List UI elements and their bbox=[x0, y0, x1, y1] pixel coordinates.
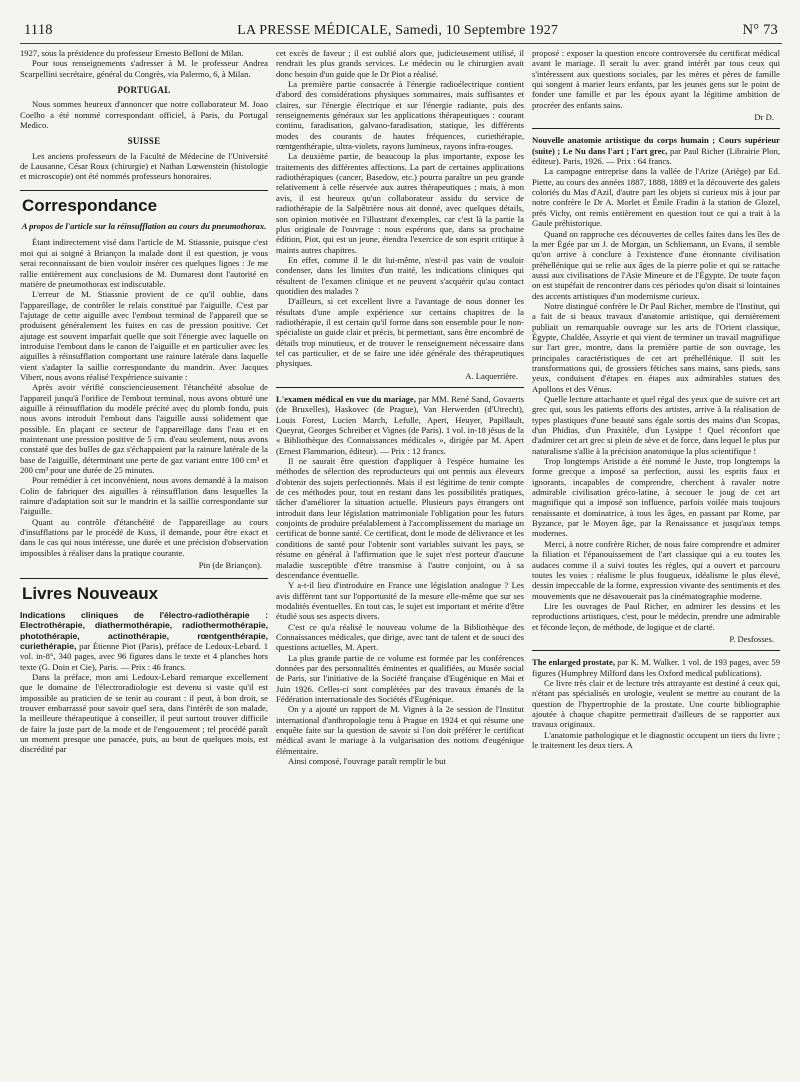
book-title: L'examen médical en vue du mariage, bbox=[276, 394, 416, 404]
paragraph: Lire les ouvrages de Paul Richer, en admirer les dessins et les reproductions artistiques, c'est, pour le médecin, prendre une admirable et féconde leçon, de méthode, de logique et de clarté. bbox=[532, 600, 780, 632]
journal-title: LA PRESSE MÉDICALE, Samedi, 10 Septembre 1927 bbox=[237, 23, 559, 38]
paragraph: cet excès de faveur ; il est oublié alors que, judicieusement utilisé, il rendrait les plus grands services. Le médecin ou le chirurgien avait donc besoin d'un guide que le Dr Piot a réalisé. bbox=[276, 48, 524, 79]
column-1 bbox=[20, 48, 268, 766]
paragraph: Quand on rapproche ces découvertes de celles faites dans les îles de la mer Égée par un J. de Morgan, un Schliemann, un Evans, il semble qu'on arrive à conclure à l'existence d'une étonnante civilisation préhellénique qui se relie aux âges de la pierre polie et qui se rattache aussi aux civilisations de l'Asie Mineure et de l'Égypte. De toute façon on est stupéfait de rencontrer dans ces périodes qu'on disait si lointaines des accents artistiques d'un modernisme curieux. bbox=[532, 228, 780, 301]
divider bbox=[532, 650, 780, 651]
issue-number: N° 73 bbox=[742, 22, 778, 38]
paragraph: Pour remédier à cet inconvénient, nous avons demandé à la maison Colin de fabriquer des aiguilles à réinsufflation dans lesquelles la rainure d'adaptation soit sur le mandrin et la saillie correspondante sur l'aiguille. bbox=[20, 475, 268, 517]
paragraph: Trop longtemps Aristide a été nommé le Juste, trop longtemps la forme grecque a imposé sa perfection, aussi les esprits faux et ignorants, incapables de comprendre, cherchent à ravaler notre admirable civilisation gréco-latine, à secouer le joug de cet art magnifique qui a imposé son influence, parfois voilée mais toujours renaissante et dominatrice, à tous les âges, en passant par Rome, par Byzance, par le Moyen âge, par la Renaissance et jusqu'aux temps modernes. bbox=[532, 456, 780, 539]
columns bbox=[20, 48, 782, 766]
paragraph: La campagne entreprise dans la vallée de l'Arize (Ariège) par Ed. Piette, au cours des années 1887, 1888, 1889 et la découverte des galets coloriés du Mas d'Azil, d'autre part les objets si curieux mis à jour par notre confrère le Dr A. Morlet et Émile Fradin à la station de Glozel, près Vichy, ont remis entièrement en question tout ce qui a trait à la Gaule préhistorique. bbox=[532, 166, 780, 229]
section-divider bbox=[20, 578, 268, 579]
paragraph: L'erreur de M. Stiassnie provient de ce qu'il oublie, dans l'appareillage, de contrôler le relais constitué par l'aiguille. C'est par l'ajutage de cette aiguille avec l'embout terminal de l'appareil que se produisent généralement les fuites en cas de pression positive. Cet ajutage est souvent imparfait quelle que soit l'énergie avec laquelle on introduise l'embout dans le canon de l'aiguille et en particulier avec les aiguilles à réinsufflation comportant une rainure latérale dans laquelle vient s'adapter la saillie correspondante du mandrin. Avec Jacques Vibert, nous avons réalisé l'expérience suivante : bbox=[20, 289, 268, 382]
paragraph: Notre distingué confrère le Dr Paul Richer, membre de l'Institut, qui a fait de si beaux travaux d'anatomie artistique, qui dernièrement publiait un remarquable ouvrage sur les arts de l'Orient classique, Égypte, Chaldée, Assyrie et qui vient de terminer un travail magnifique sur l'art grec, montre, dans la première partie de son ouvrage, les principales caractéristiques de cet art préhellénique. Il suit les transformations qui, de grossiers fétiches sans mains, sans pieds, sans yeux, conduisent d'étapes en étapes aux admirables statues des Apollons et des Vénus. bbox=[532, 300, 780, 394]
paragraph: D'ailleurs, si cet excellent livre a l'avantage de nous donner les résultats d'une ample expérience sur certains chapitres de la radiothérapie, il est certain qu'il forme dans son ensemble pour le non-spécialiste un guide clair et précis, bi permettant, sans être encombré de détails trop minutieux, et de trouver le renseignement nécessaire dans tel cas particulier, et de se faire une idée générale des thérapeutiques physiques. bbox=[276, 296, 524, 369]
paragraph: Y a-t-il lieu d'introduire en France une législation analogue ? Les avis diffèrent tant sur l'opportunité de la mesure elle-même que sur ses modalités éventuelles. En tout cas, le sujet est important et mérite d'être étudié sous ses aspects divers. bbox=[276, 580, 524, 622]
paragraph: Merci, à notre confrère Richer, de nous faire comprendre et admirer la filiation et l'épanouissement de l'art classique qui a eu toutes les audaces comme il a suivi toutes les règles, qui a ouvert et parcouru toutes les voies : réalisme le plus fougueux, idéalisme le plus élevé, dessin impeccable de la forme, expression vivante des sentiments et des mouvements que ne désavouerait pas la cinématographie moderne. bbox=[532, 538, 780, 601]
paragraph: Étant indirectement visé dans l'article de M. Stiassnie, puisque c'est moi qui ai soigné à Briançon la malade dont il est question, je vous serai reconnaissant de bien vouloir insérer ces quelques lignes : Je me rallie entièrement aux conclusions de M. Dumarest dont l'autorité en matière de pneumothorax est indiscutable. bbox=[20, 237, 268, 289]
paragraph: C'est ce qu'a réalisé le nouveau volume de la Bibliothèque des Connaissances médicales, que dirige, avec tant de talent et de souci des questions actuelles, M. Apert. bbox=[276, 621, 524, 653]
paragraph: On y a ajouté un rapport de M. Vignes à la 2e session de l'Institut international d'anthropologie tenu à Prague en 1924 et qui résume une enquête faite sur la question de savoir si l'on doit préférer le certificat médical avant le mariage à la vulgarisation des notions d'eugénique élémentaire. bbox=[276, 704, 524, 756]
paragraph: Quant au contrôle d'étanchéité de l'appareillage au cours d'insufflations par le procédé de Kuss, il demande, pour être exact et dans le cas qui nous intéresse, une durée et une précision d'observation impossibles à réaliser dans la pratique courante. bbox=[20, 516, 268, 558]
subheading-suisse: SUISSE bbox=[127, 136, 161, 147]
paragraph: La deuxième partie, de beaucoup la plus importante, expose les traitements des différentes affections. La part de certaines applications radiothérapiques (cancer, Basedow, etc.) pourra paraître un peu grande relativement à celle réservée aux autres thérapeutiques ; mais, à mon avis, il est heureux qu'un collaborateur assidu du service de radiothérapie de la Salpêtrière nous ait donné, avec quelques détails, son opinion motivée en l'illustrant d'exemples, car c'est là la partie la plus originale de l'ouvrage : nous espérons que, dans sa prochaine édition, Piot, qui est un jeune, étendra l'exercice de son esprit critique à maints autres chapitres. bbox=[276, 151, 524, 255]
paragraph: proposé : exposer la question encore controversée du certificat médical avant le mariage. Il serait lu avec grand intérêt par tous ceux qui s'intéressent aux questions sociales, par les mères et pères de famille qui songent à marier leurs enfants, par les jeunes gens sur le point de fonder une famille et par les époux ayant la légitime ambition de procréer des enfants sains. bbox=[532, 48, 780, 110]
paragraph: 1927, sous la présidence du professeur Ernesto Belloni de Milan. bbox=[20, 48, 244, 58]
page-header bbox=[20, 22, 782, 44]
signature: A. Laquerrière. bbox=[465, 370, 518, 381]
section-title-correspondance: Correspondance bbox=[22, 195, 158, 215]
book-info: par MM. René Sand, Govaerts (de Bruxelles), Haskovec (de Prague), Van Herwerden (d'Utrecht), Louis Forest, Lucien March, Lefulle, Apert, Heuyer, Papillault, Queyrat, Georges Schreiber et Vignes (de Paris). 1 vol. in-18 jésus de la « Bibliothèque des Connaissances médicales », dirigée par M. Apert (Ernest Flammarion, éditeur). — Prix : 12 francs. bbox=[276, 394, 524, 456]
book-info: par K. M. Walker. 1 vol. de 193 pages, avec 59 figures (Humphrey Milford dans les Oxford medical publications). bbox=[532, 657, 781, 678]
divider bbox=[276, 387, 524, 388]
book-title: Indications cliniques de l'électro-radiothérapie : Electrothérapie, diathermothérapie, radiothermothérapie, photothérapie, actinothérapie, rœntgenthérapie, curiethérapie, bbox=[20, 609, 268, 651]
book-title: The enlarged prostate, bbox=[532, 657, 615, 668]
book-title: Nouvelle anatomie artistique du corps humain ; Cours supérieur (suite) ; Le Nu dans l'art ; l'art grec, bbox=[532, 135, 780, 156]
paragraph: L'anatomie pathologique et le diagnostic occupent un tiers du livre ; le traitement les deux tiers. A bbox=[532, 729, 780, 750]
signature: Pin (de Briançon). bbox=[198, 560, 262, 571]
column-2 bbox=[276, 48, 524, 766]
paragraph: La plus grande partie de ce volume est formée par les conférences données par des personnalités éminentes et qualifiées, au Musée social de Paris, sur l'initiative de la Société française d'Eugénique en Mai et Juin 1926. Celles-ci sont complétées par des travaux émanés de la Fédération internationale des Sociétés d'Eugénique. bbox=[276, 652, 524, 704]
book-info: par Étienne Piot (Paris), préface de Ledoux-Lebard. 1 vol. in-8°, 340 pages, avec 96 figures dans le texte et 4 planches hors texte (G. Doin et Cie), Paris. — Prix : 46 francs. bbox=[20, 640, 268, 672]
signature: P. Desfosses. bbox=[729, 633, 774, 644]
paragraph: En effet, comme il le dit lui-même, n'est-il pas vain de vouloir condenser, dans les limites d'un traité, les indications cliniques qui résultent de l'examen clinique et ne peuvent s'acquérir qu'au contact quotidien des malades ? bbox=[276, 254, 524, 296]
paragraph: Ainsi composé, l'ouvrage paraît remplir le but bbox=[288, 756, 446, 767]
section-divider bbox=[20, 190, 268, 191]
paragraph: Nous sommes heureux d'annoncer que notre collaborateur M. Joao Coelho a été nommé correspondant officiel, à Paris, du Portugal Medico. bbox=[20, 99, 268, 131]
paragraph: Après avoir vérifié consciencieusement l'étanchéité absolue de l'appareil jusqu'à l'orifice de l'embout terminal, nous avons obturé une aiguille à réinsufflation du modèle précité avec du plomb fondu, puis nous avons introduit l'embout dans l'aiguille aussi solidement que possible. En plaçant ce secteur de l'appareillage dans l'eau et en maintenant une pression positive de 5 cm. d'eau seulement, nous avons constaté que des bulles de gaz s'échappaient par la rainure latérale de la base de l'aiguille, déterminant une perte de gaz variant entre 100 cm³ et 200 cm³ pour une durée de 25 minutes. bbox=[20, 382, 268, 476]
paragraph: Dans la préface, mon ami Ledoux-Lebard remarque excellement que le domaine de l'électroradiologie est devenu si vaste qu'il est impossible au praticien de se tenir au courant : il peut, à bon droit, se trouver embarrassé pour savoir quel sera, dans l'intérêt de son malade, la meilleure thérapeutique à conseiller, il peut surtout trouver difficile de faire la juste part de la mode et de l'engouement ; tel procédé paraît un moment presque une panacée, puis, au bout de quelques mois, est discrédité par bbox=[20, 671, 268, 755]
paragraph: La première partie consacrée à l'énergie radioélectrique contient d'abord des considérations physiques sommaires, mais suffisantes et claires, sur l'énergie électrique et sur l'énergie radiante, puis des renseignements généraux sur les applications thérapeutiques : courant continu, faradisation, galvano-faradisation, statique, les différents modes des courants de hautes fréquences, curiethérapie, rœntgenthérapie, ultra-violets, rayons lumineux, rayons infra-rouges. bbox=[276, 79, 524, 152]
section-title-livres-nouveaux: Livres Nouveaux bbox=[22, 584, 159, 604]
paragraph: Les anciens professeurs de la Faculté de Médecine de l'Université de Lausanne, César Roux (chirurgie) et Nathan Lœwenstein (histologie et microscopie) ont été nommés professeurs honoraires. bbox=[20, 150, 268, 182]
page-number: 1118 bbox=[24, 22, 53, 38]
column-3 bbox=[532, 48, 780, 766]
paragraph: Pour tous renseignements s'adresser à M. le professeur Andrea Scarpellini secrétaire, général du Congrès, via Palermo, 6, à Milan. bbox=[20, 58, 268, 79]
divider bbox=[532, 128, 780, 129]
signature: Dr D. bbox=[754, 112, 774, 123]
paragraph: Quelle lecture attachante et quel régal des yeux que de suivre cet art grec qui, sous les patients efforts des artistes, arrive à la réalisation de types plastiques d'une beauté sans égale sortis des mains d'un Scopas, d'un Phidias, d'un Praxitèle, d'un Lysippe ! Quel réconfort que d'admirer cet art grec si plein de sève et de force, dans lequel le plus pur naturalisme s'allie à la précision anatomique la plus scientifique ! bbox=[532, 394, 780, 456]
paragraph: Il ne saurait être question d'appliquer à l'espèce humaine les méthodes de sélection des reproducteurs qui ont permis aux éleveurs d'obtenir des sujets perfectionnés. Mais il est légitime de tenir compte de ces méthodes pour, tout en restant dans les possibilités pratiques, tâcher d'améliorer la situation actuelle. Plusieurs pays étrangers ont introduit dans leur législation matrimoniale l'obligation pour les futurs conjoints de produire préalablement à l'accomplissement du mariage un certificat de bonne santé. Ce certificat, dont le mode de délivrance et les conditions de santé pour l'obtenir sont variables suivant les pays, se résume en général à l'affirmation que le sujet n'est porteur d'aucune maladie susceptible d'être transmise à l'autre conjoint, ou à sa descendance éventuelle. bbox=[276, 456, 524, 580]
subheading-portugal: PORTUGAL bbox=[117, 85, 171, 96]
book-info: par Paul Richer (Librairie Plon, éditeur). Paris, 1926. — Prix : 64 francs. bbox=[532, 145, 780, 167]
article-subtitle: A propos de l'article sur la réinsufflation au cours du pneumothorax. bbox=[21, 221, 267, 232]
paragraph: Ce livre très clair et de lecture très attrayante est destiné à ceux qui, n'étant pas spécialisés en urologie, veulent se mettre au courant de la question de l'hypertrophie de la prostate. Une courte bibliographie ajoutée à chaque chapitre permettrait d'ailleurs de se rapporter aux travaux originaux. bbox=[532, 677, 780, 730]
